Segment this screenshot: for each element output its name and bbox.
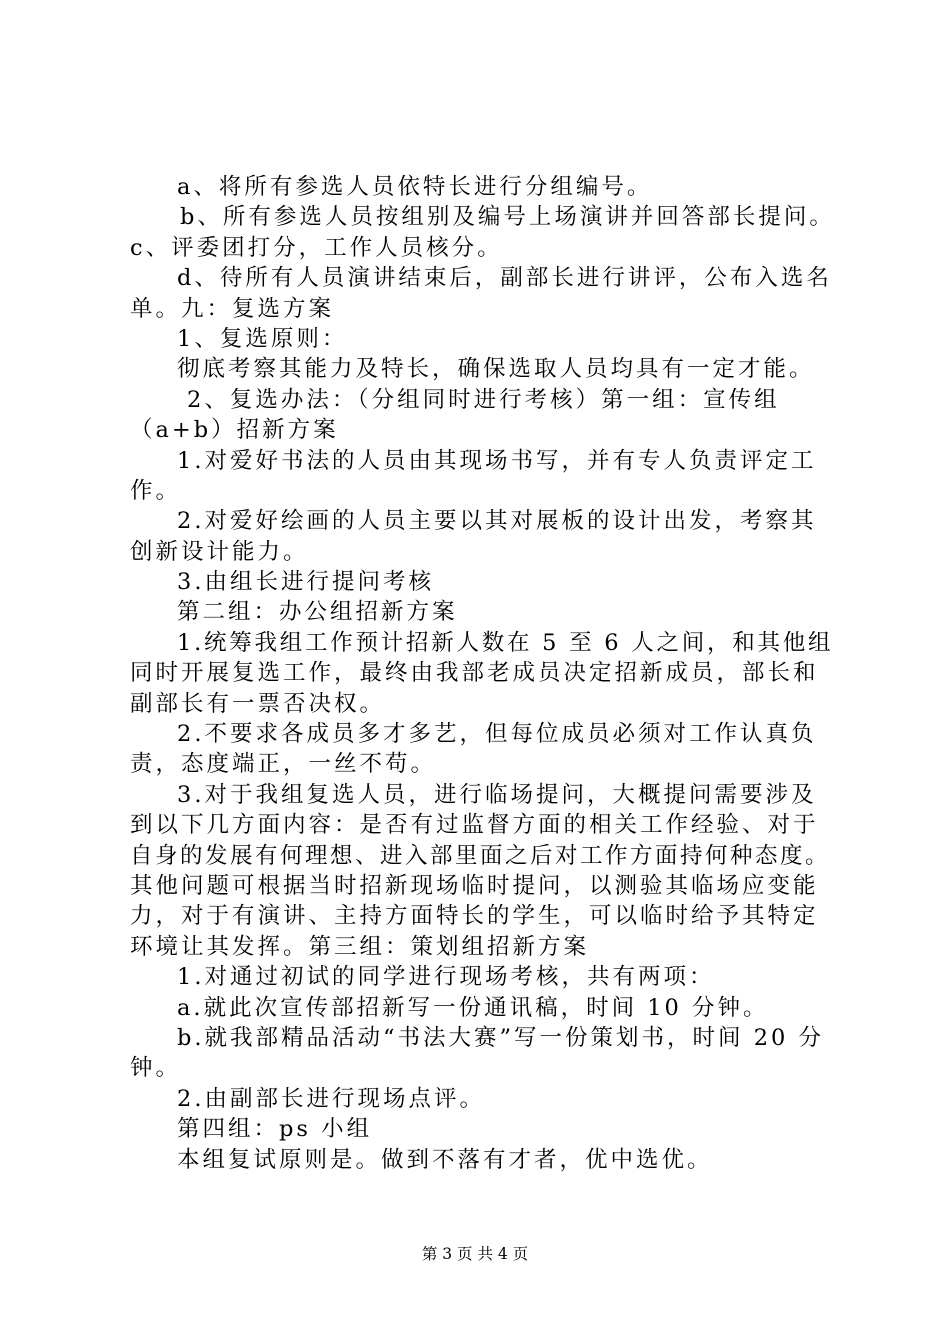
- paragraph-line: b、所有参选人员按组别及编号上场演讲并回答部长提问。: [180, 204, 835, 231]
- paragraph-line: 1、复选原则：: [177, 325, 348, 352]
- paragraph-line: c、评委团打分，工作人员核分。: [130, 234, 503, 261]
- paragraph-line: 第四组：ps 小组: [177, 1116, 373, 1143]
- paragraph-line: 2.对爱好绘画的人员主要以其对展板的设计出发，考察其: [177, 508, 817, 535]
- paragraph-line: 副部长有一票否决权。: [130, 690, 386, 717]
- paragraph-line: 自身的发展有何理想、进入部里面之后对工作方面持何种态度。: [130, 842, 831, 869]
- paragraph-line: 其他问题可根据当时招新现场临时提问，以测验其临场应变能: [130, 872, 819, 899]
- paragraph-line: 3.对于我组复选人员，进行临场提问，大概提问需要涉及: [177, 781, 817, 808]
- paragraph-line: 环境让其发挥。第三组：策划组招新方案: [130, 933, 590, 960]
- paragraph-line: 2、复选办法：（分组同时进行考核）第一组：宣传组: [187, 386, 780, 413]
- paragraph-line: 责，态度端正，一丝不苟。: [130, 751, 437, 778]
- paragraph-line: 彻底考察其能力及特长，确保选取人员均具有一定才能。: [177, 356, 815, 383]
- paragraph-line: 到以下几方面内容：是否有过监督方面的相关工作经验、对于: [130, 812, 819, 839]
- paragraph-line: 同时开展复选工作，最终由我部老成员决定招新成员，部长和: [130, 660, 819, 687]
- paragraph-line: 钟。: [130, 1055, 182, 1082]
- document-body: [130, 172, 835, 1175]
- paragraph-line: d、待所有人员演讲结束后，副部长进行讲评，公布入选名: [177, 265, 832, 292]
- paragraph-line: 3.由组长进行提问考核: [177, 569, 434, 596]
- paragraph-line: 本组复试原则是。做到不落有才者，优中选优。: [177, 1146, 713, 1173]
- paragraph-line: 2.由副部长进行现场点评。: [177, 1085, 485, 1112]
- paragraph-line: （a+b）招新方案: [130, 417, 339, 444]
- paragraph-line: 第二组：办公组招新方案: [177, 599, 458, 626]
- paragraph-line: 2.不要求各成员多才多艺，但每位成员必须对工作认真负: [177, 721, 817, 748]
- paragraph-line: 1.对通过初试的同学进行现场考核，共有两项：: [177, 964, 715, 991]
- paragraph-line: 单。九：复选方案: [130, 295, 335, 322]
- paragraph-line: 1.对爱好书法的人员由其现场书写，并有专人负责评定工: [177, 447, 817, 474]
- paragraph-line: a.就此次宣传部招新写一份通讯稿，时间 10 分钟。: [177, 994, 769, 1021]
- paragraph-line: 创新设计能力。: [130, 538, 309, 565]
- paragraph-line: 力，对于有演讲、主持方面特长的学生，可以临时给予其特定: [130, 903, 819, 930]
- paragraph-line: a、将所有参选人员依特长进行分组编号。: [177, 174, 653, 200]
- paragraph-line: 1.统筹我组工作预计招新人数在 5 至 6 人之间，和其他组: [177, 629, 834, 656]
- page-number-footer: 第 3 页 共 4 页: [421, 1245, 529, 1263]
- paragraph-line: 作。: [130, 477, 182, 504]
- paragraph-line: b.就我部精品活动“书法大赛”写一份策划书，时间 20 分: [177, 1024, 824, 1051]
